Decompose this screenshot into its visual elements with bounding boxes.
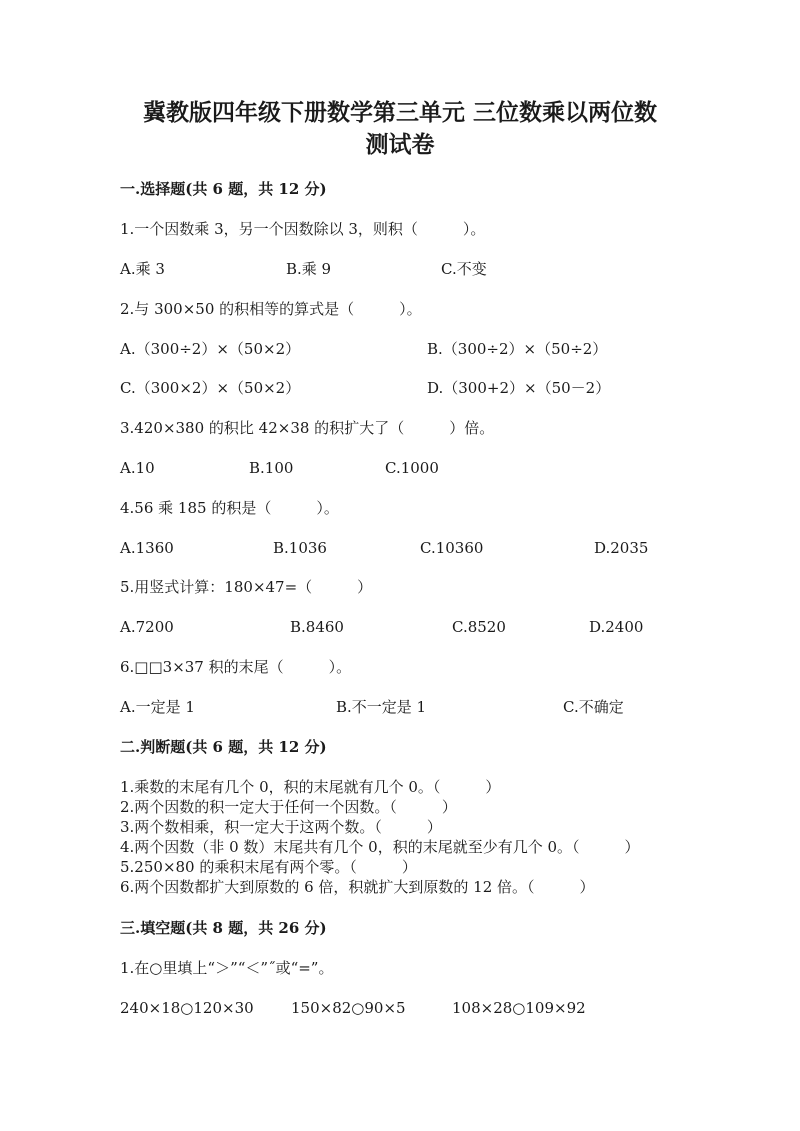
question-stem: 6.□□3×37 积的末尾（ ）。 <box>120 658 352 676</box>
judge-item: 2.两个因数的积一定大于任何一个因数。（ ） <box>120 798 457 816</box>
option: C.不变 <box>441 260 487 278</box>
judge-item: 6.两个因数都扩大到原数的 6 倍，积就扩大到原数的 12 倍。（ ） <box>120 878 595 896</box>
option: D.2035 <box>594 539 649 557</box>
option: B.1036 <box>273 539 327 557</box>
judge-item: 5.250×80 的乘积末尾有两个零。（ ） <box>120 858 417 876</box>
question-stem: 2.与 300×50 的积相等的算式是（ ）。 <box>120 300 422 318</box>
question-stem: 3.420×380 的积比 42×38 的积扩大了（ ）倍。 <box>120 419 495 437</box>
option: D.（300+2）×（50－2） <box>427 379 611 397</box>
question-stem: 1.一个因数乘 3，另一个因数除以 3，则积（ ）。 <box>120 220 486 238</box>
question-stem: 5.用竖式计算：180×47=（ ） <box>120 578 373 596</box>
option: A.（300÷2）×（50×2） <box>120 340 301 358</box>
section-heading-choice: 一.选择题(共 6 题，共 12 分) <box>120 180 327 198</box>
question-stem: 4.56 乘 185 的积是（ ）。 <box>120 499 339 517</box>
expression: 240×18○120×30 <box>120 999 254 1017</box>
section-heading-fill: 三.填空题(共 8 题，共 26 分) <box>120 919 327 937</box>
expression: 150×82○90×5 <box>291 999 406 1017</box>
section-heading-judge: 二.判断题(共 6 题，共 12 分) <box>120 738 327 756</box>
option: C.1000 <box>385 459 439 477</box>
option: C.不确定 <box>563 698 624 716</box>
option: B.100 <box>249 459 294 477</box>
option: B.不一定是 1 <box>336 698 427 716</box>
option: D.2400 <box>589 618 644 636</box>
option: A.1360 <box>120 539 174 557</box>
option: A.乘 3 <box>120 260 165 278</box>
judge-item: 3.两个数相乘，积一定大于这两个数。（ ） <box>120 818 442 836</box>
option: A.10 <box>120 459 155 477</box>
option: A.7200 <box>120 618 174 636</box>
question-stem: 1.在○里填上“＞”“＜”˝或“=”。 <box>120 959 334 977</box>
option: B.8460 <box>290 618 344 636</box>
option: C.8520 <box>452 618 506 636</box>
option: A.一定是 1 <box>120 698 195 716</box>
option: B.乘 9 <box>286 260 332 278</box>
option: C.（300×2）×（50×2） <box>120 379 301 397</box>
judge-item: 1.乘数的末尾有几个 0，积的末尾就有几个 0。（ ） <box>120 778 501 796</box>
judge-item: 4.两个因数（非 0 数）末尾共有几个 0，积的末尾就至少有几个 0。（ ） <box>120 838 640 856</box>
option: B.（300÷2）×（50÷2） <box>427 340 608 358</box>
option: C.10360 <box>420 539 484 557</box>
expression: 108×28○109×92 <box>452 999 586 1017</box>
page-title-line2: 测试卷 <box>365 131 435 158</box>
page-title: 冀教版四年级下册数学第三单元 三位数乘以两位数 <box>142 99 657 126</box>
